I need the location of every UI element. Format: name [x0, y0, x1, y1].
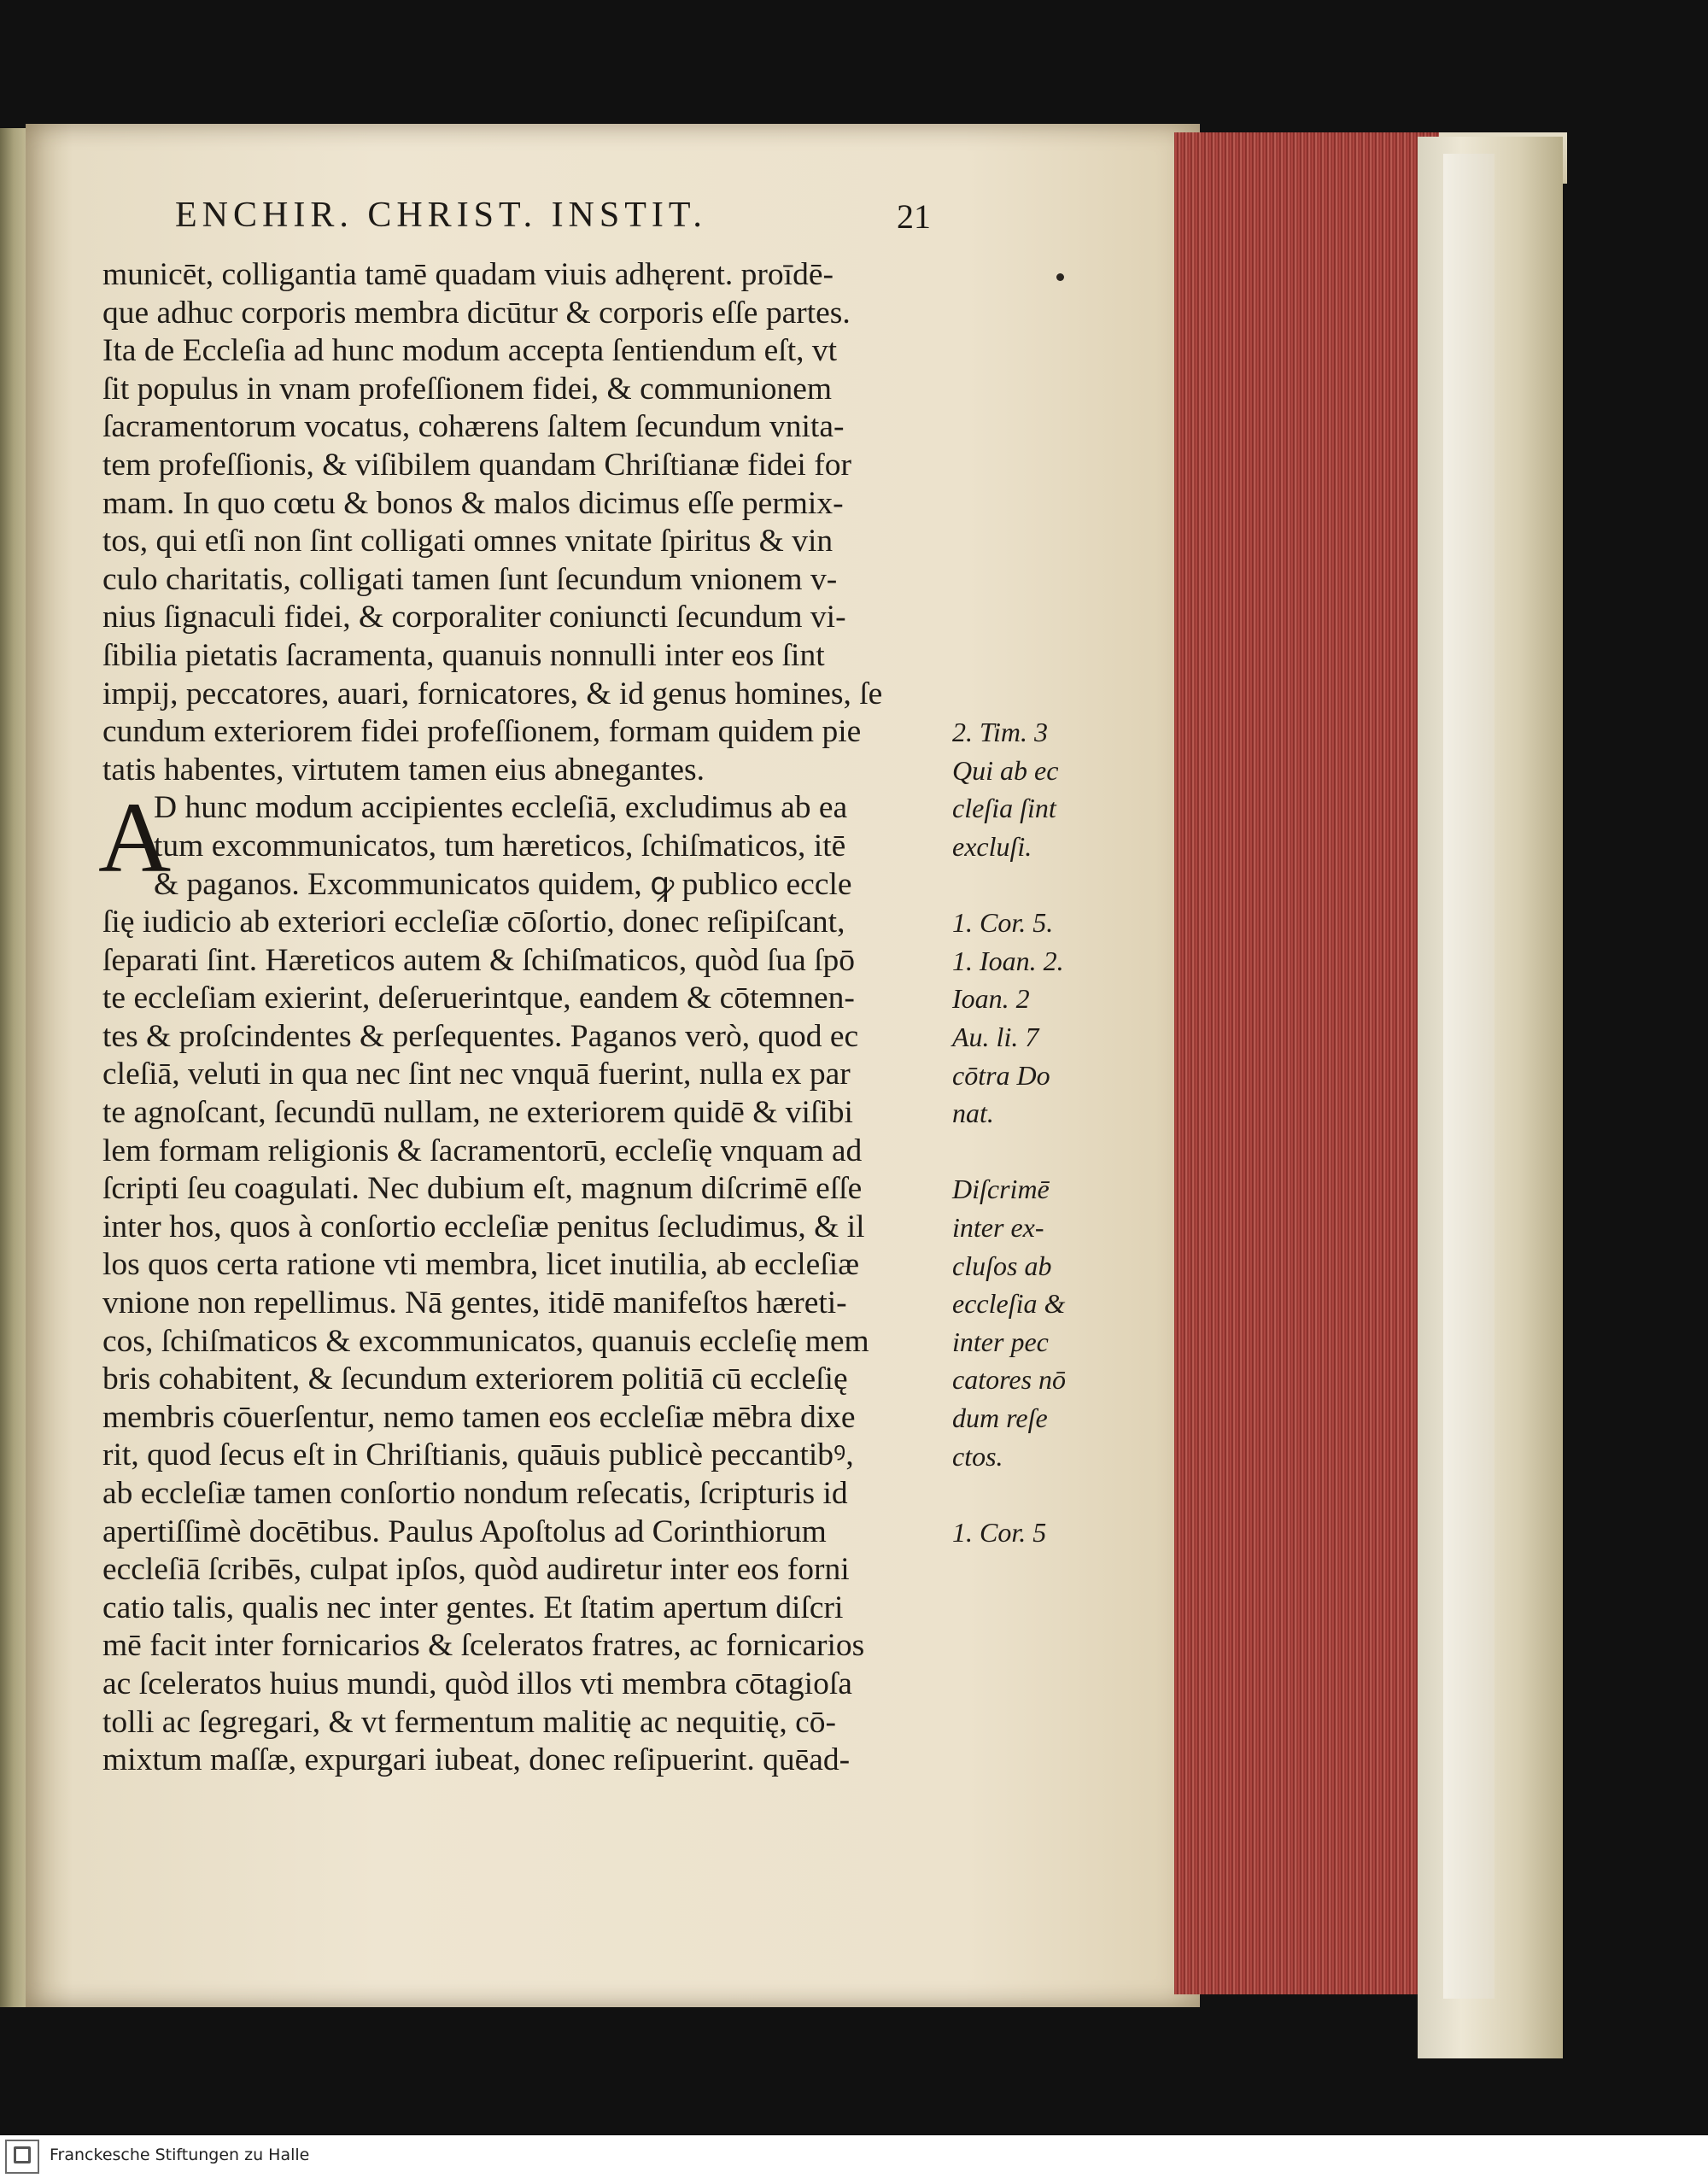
cover-fold — [1443, 154, 1494, 1999]
drop-capital: A — [98, 782, 172, 893]
text-line: vnione non repellimus. Nā gentes, itidē manifeſtos hæreti- — [102, 1285, 847, 1321]
margin-note-line: inter ex- — [952, 1211, 1044, 1243]
margin-note — [952, 904, 1053, 942]
main-text-column — [102, 256, 956, 1780]
margin-note-line: cōtra Do — [952, 1059, 1050, 1091]
franckesche-stiftungen-logo-icon — [5, 2140, 39, 2174]
margin-note-line: Ioan. 2 — [952, 983, 1030, 1015]
text-line: cos, ſchiſmaticos & excommunicatos, quanuis eccleſię mem — [102, 1323, 869, 1359]
text-line: ſibilia pietatis ſacramenta, quanuis nonnulli inter eos ſint — [102, 637, 825, 673]
margin-note-line: cleſia ſint — [952, 793, 1056, 824]
text-line: rit, quod ſecus eſt in Chriſtianis, quāuis publicè peccantibꝰ, — [102, 1437, 854, 1473]
red-page-edges — [1174, 132, 1439, 1994]
margin-note-line: Qui ab ec — [952, 754, 1059, 786]
text-line: D hunc modum accipientes eccleſiā, excludimus ab ea — [154, 790, 848, 826]
margin-note-line: Diſcrimē — [952, 1174, 1050, 1205]
margin-note — [952, 752, 1058, 866]
text-line: mē facit inter fornicarios & ſceleratos fratres, ac fornicarios — [102, 1628, 865, 1664]
text-line: tolli ac ſegregari, & vt fermentum malitię ac nequitię, cō- — [102, 1704, 837, 1740]
margin-note-line: 1. Cor. 5 — [952, 1516, 1047, 1548]
text-line: cleſiā, veluti in qua nec ſint nec vnquā fuerint, nulla ex par — [102, 1057, 851, 1092]
text-line: eccleſiā ſcribēs, culpat ipſos, quòd audiretur inter eos forni — [102, 1552, 850, 1588]
text-line: apertiſſimè docētibus. Paulus Apoſtolus ad Corinthiorum — [102, 1513, 827, 1549]
text-line: catio talis, qualis nec inter gentes. Et ſtatim apertum diſcri — [102, 1590, 844, 1625]
text-line: mixtum maſſæ, expurgari iubeat, donec reſipuerint. quēad- — [102, 1742, 851, 1778]
text-line: nius ſignaculi fidei, & corporaliter coniuncti ſecundum vi- — [102, 600, 846, 635]
text-line: inter hos, quos à conſortio eccleſiæ penitus ſecludimus, & il — [102, 1209, 865, 1244]
text-line: te agnoſcant, ſecundū nullam, ne exteriorem quidē & viſibi — [102, 1095, 853, 1131]
text-line: ſacramentorum vocatus, cohærens ſaltem ſecundum vnita- — [102, 409, 845, 445]
text-line: tatis habentes, virtutem tamen eius abnegantes. — [102, 752, 705, 787]
text-line: & paganos. Excommunicatos quidem, ꝙ publico eccle — [154, 866, 852, 902]
text-line: los quos certa ratione vti membra, licet inutilia, ab eccleſiæ — [102, 1247, 860, 1283]
text-line: municēt, colligantia tamē quadam viuis adhęrent. proīdē- — [102, 257, 834, 292]
margin-note — [952, 1170, 1066, 1475]
text-line: impij, peccatores, auari, fornicatores, & id genus homines, ſe — [102, 676, 883, 711]
text-line: culo charitatis, colligati tamen ſunt ſecundum vnionem v- — [102, 561, 838, 597]
text-line: que adhuc corporis membra dicūtur & corporis eſſe partes. — [102, 295, 851, 331]
text-line: te eccleſiam exierint, deſeruerintque, eandem & cōtemnen- — [102, 981, 855, 1016]
margin-note-line: Au. li. 7 — [952, 1022, 1039, 1052]
text-line: tos, qui etſi non ſint colligati omnes vnitate ſpiritus & vin — [102, 524, 834, 559]
margin-note-line: cluſos ab — [952, 1250, 1052, 1281]
running-head: ENCHIR. CHRIST. INSTIT. — [175, 196, 707, 235]
margin-note-line: nat. — [952, 1098, 994, 1129]
text-line: tem profeſſionis, & viſibilem quandam Chriſtianæ fidei for — [102, 447, 851, 483]
text-line: bris cohabitent, & ſecundum exteriorem politiā cū eccleſię — [102, 1361, 848, 1397]
margin-note-line: 1. Ioan. 2. — [952, 945, 1064, 976]
margin-note — [952, 942, 1064, 981]
margin-note-line: inter pec — [952, 1326, 1049, 1357]
margin-dot — [1056, 273, 1064, 281]
margin-note — [952, 980, 1030, 1018]
margin-note — [952, 1513, 1046, 1552]
margin-note-line: dum reſe — [952, 1402, 1048, 1433]
text-line: ſię iudicio ab exteriori eccleſiæ cōſortio, donec reſipiſcant, — [102, 905, 845, 940]
margin-note-line: 1. Cor. 5. — [952, 907, 1054, 939]
footer-credit: Franckesche Stiftungen zu Halle — [50, 2146, 310, 2164]
text-line: ſeparati ſint. Hæreticos autem & ſchiſmaticos, quòd ſua ſpō — [102, 942, 856, 978]
margin-note-line: catores nō — [952, 1364, 1067, 1396]
margin-note-line: 2. Tim. 3 — [952, 717, 1049, 748]
page-header — [175, 195, 1029, 246]
margin-note-line: excluſi. — [952, 830, 1032, 862]
text-line: Ita de Eccleſia ad hunc modum accepta ſentiendum eſt, vt — [102, 333, 838, 369]
text-line: ſcripti ſeu coagulati. Nec dubium eſt, magnum diſcrimē eſſe — [102, 1171, 863, 1207]
text-line: ab eccleſiæ tamen conſortio nondum reſecatis, ſcripturis id — [102, 1476, 848, 1511]
text-line: mam. In quo cœtu & bonos & malos dicimus eſſe permix- — [102, 485, 844, 521]
footer-bar — [0, 2135, 1708, 2178]
text-line: lem formam religionis & ſacramentorū, eccleſię vnquam ad — [102, 1133, 863, 1168]
text-line: tum excommunicatos, tum hæreticos, ſchiſmaticos, itē — [154, 828, 846, 864]
margin-note — [952, 713, 1048, 752]
text-line: membris cōuerſentur, nemo tamen eos eccleſiæ mēbra dixe — [102, 1399, 856, 1435]
margin-note — [952, 1018, 1050, 1133]
text-line: cundum exteriorem fidei profeſſionem, formam quidem pie — [102, 714, 862, 750]
margin-note-line: eccleſia & — [952, 1288, 1066, 1320]
page-number: 21 — [897, 197, 931, 236]
text-line: ac ſceleratos huius mundi, quòd illos vti membra cōtagioſa — [102, 1666, 852, 1701]
text-line: tes & proſcindentes & perſequentes. Paganos verò, quod ec — [102, 1018, 859, 1054]
margin-note-line: ctos. — [952, 1440, 1003, 1472]
text-line: ſit populus in vnam profeſſionem fidei, & communionem — [102, 371, 833, 407]
